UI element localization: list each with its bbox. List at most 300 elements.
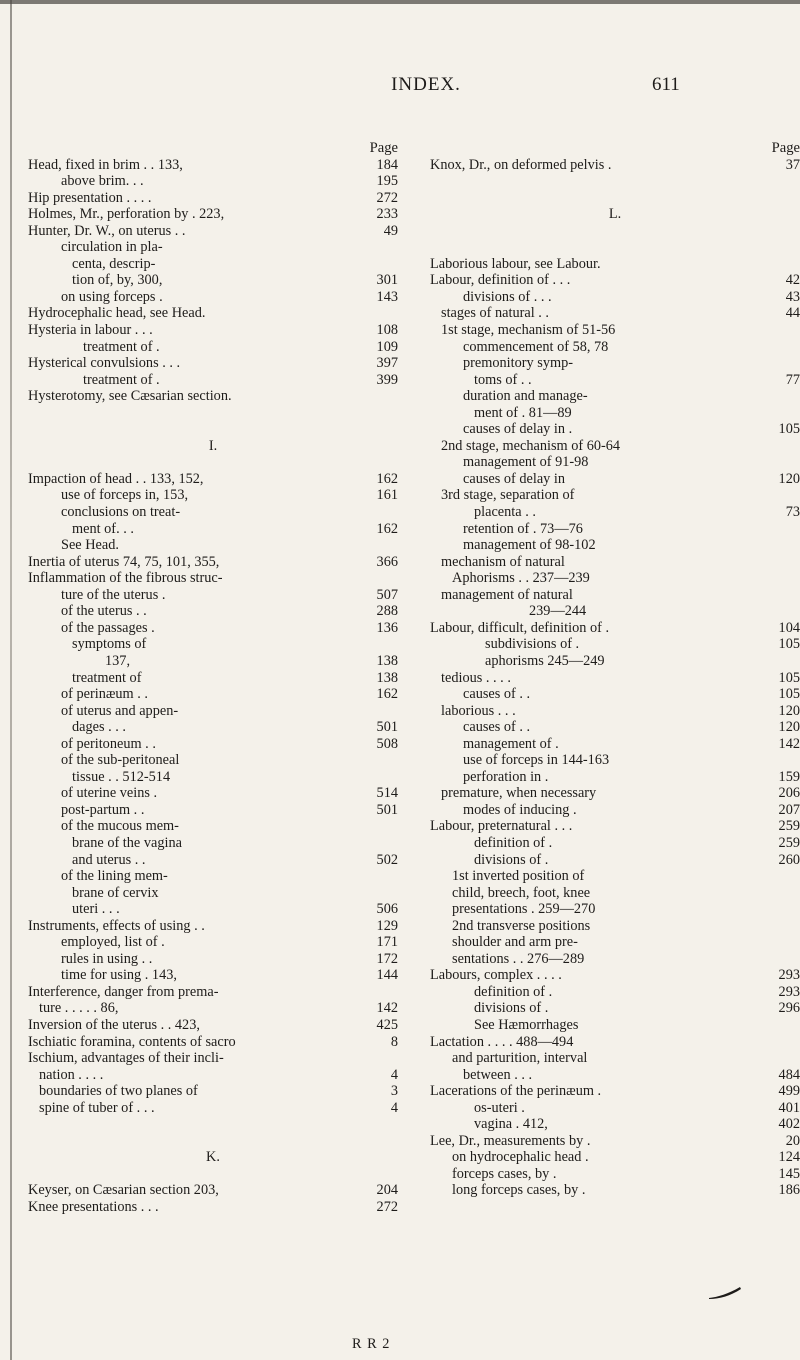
index-entry-text: Hip presentation . . . . <box>28 189 152 206</box>
index-entry-page: 162 <box>376 470 398 487</box>
index-entry <box>430 454 800 471</box>
index-entry-text: tissue . . 512-514 <box>72 768 171 785</box>
index-entry <box>28 554 398 571</box>
index-entry-page: 260 <box>778 851 800 868</box>
index-entry <box>28 603 398 620</box>
index-entry <box>430 885 800 902</box>
index-entry <box>28 901 398 918</box>
index-entry-text: premonitory symp- <box>463 355 573 372</box>
index-entry-text: definition of . <box>474 983 553 1000</box>
index-entry-page: 499 <box>778 1083 800 1100</box>
index-entry <box>28 322 398 339</box>
index-entry <box>430 1182 800 1199</box>
index-entry-text: Inertia of uterus 74, 75, 101, 355, <box>28 553 220 570</box>
index-entry-text: management of 91-98 <box>463 454 589 471</box>
index-entry-page: 105 <box>778 669 800 686</box>
index-entry-page: 507 <box>376 586 398 603</box>
index-entry <box>28 157 398 174</box>
index-entry <box>430 868 800 885</box>
index-entry-page: 397 <box>376 355 398 372</box>
index-entry-text: I. <box>208 437 218 454</box>
index-entry-page: 484 <box>778 1066 800 1083</box>
index-entry <box>28 1133 398 1150</box>
index-entry-page: Page <box>771 140 800 156</box>
index-entry-text: use of forceps in 144-163 <box>463 752 610 769</box>
index-entry-page: 159 <box>778 768 800 785</box>
index-entry-page: 44 <box>785 305 800 322</box>
index-entry <box>430 769 800 786</box>
index-entry-page: 108 <box>376 322 398 339</box>
index-entry-page: 171 <box>376 934 398 951</box>
index-entry-text: Labour, preternatural . . . <box>430 818 573 835</box>
index-entry <box>430 1100 800 1117</box>
index-entry-page: 136 <box>376 619 398 636</box>
index-entry <box>430 289 800 306</box>
index-entry <box>430 785 800 802</box>
index-entry <box>430 322 800 339</box>
index-entry-text: Inversion of the uterus . . 423, <box>28 1016 200 1033</box>
index-entry <box>430 421 800 438</box>
index-entry-text: treatment of <box>72 669 142 686</box>
index-entry <box>28 521 398 538</box>
index-entry <box>430 852 800 869</box>
index-entry-page: 120 <box>778 702 800 719</box>
index-entry-page: 296 <box>778 1000 800 1017</box>
index-entry-page: 145 <box>778 1165 800 1182</box>
index-entry-text: 3rd stage, separation of <box>441 487 575 504</box>
index-entry-text: management of 98-102 <box>463 537 596 554</box>
index-entry <box>430 934 800 951</box>
index-entry-text: ment of . 81—89 <box>474 404 572 421</box>
index-entry-text: management of natural <box>441 586 573 603</box>
index-entry-text: Keyser, on Cæsarian section 203, <box>28 1182 219 1199</box>
index-entry <box>28 537 398 554</box>
index-entry-text: Lacerations of the perinæum . <box>430 1083 602 1100</box>
index-entry <box>430 1166 800 1183</box>
index-entry-page: 401 <box>778 1099 800 1116</box>
index-entry <box>28 769 398 786</box>
index-entry-page: 73 <box>785 504 800 521</box>
index-entry-text: circulation in pla- <box>61 239 163 256</box>
index-entry <box>430 239 800 256</box>
index-entry <box>430 1034 800 1051</box>
index-entry <box>430 1000 800 1017</box>
index-entry <box>430 521 800 538</box>
index-entry-text: placenta . . <box>474 504 536 521</box>
index-entry <box>430 173 800 190</box>
index-entry-text: long forceps cases, by . <box>452 1182 586 1199</box>
index-entry-page: 8 <box>390 1033 398 1050</box>
index-entry-text: rules in using . . <box>61 950 153 967</box>
index-entry <box>28 289 398 306</box>
index-entry-text: aphorisms 245—249 <box>485 652 605 669</box>
index-entry-text: Labour, definition of . . . <box>430 272 571 289</box>
index-entry <box>430 620 800 637</box>
index-entry-page: 109 <box>376 338 398 355</box>
index-entry-text: shoulder and arm pre- <box>452 934 578 951</box>
index-entry-page: 501 <box>376 801 398 818</box>
index-entry-text: on using forceps . <box>61 288 163 305</box>
index-entry-text: of the lining mem- <box>61 868 168 885</box>
index-entry <box>28 1017 398 1034</box>
index-entry <box>28 570 398 587</box>
index-entry-page: 105 <box>778 686 800 703</box>
index-entry-text: post-partum . . <box>61 801 145 818</box>
index-entry <box>430 901 800 918</box>
index-entry <box>28 1116 398 1133</box>
index-entry <box>430 355 800 372</box>
index-entry-text: subdivisions of . <box>485 636 580 653</box>
index-entry-text: modes of inducing . <box>463 801 577 818</box>
index-entry-text: time for using . 143, <box>61 967 177 984</box>
index-entry <box>430 835 800 852</box>
index-entry <box>430 537 800 554</box>
page-label <box>28 140 398 157</box>
index-entry-page: 501 <box>376 719 398 736</box>
index-entry-text: of uterus and appen- <box>61 702 179 719</box>
index-entry <box>430 967 800 984</box>
index-entry <box>28 1100 398 1117</box>
index-entry <box>28 736 398 753</box>
index-entry-page: 293 <box>778 983 800 1000</box>
index-entry-text: and parturition, interval <box>452 1050 588 1067</box>
index-entry-text: causes of delay in <box>463 470 566 487</box>
index-entry-text: of uterine veins . <box>61 785 158 802</box>
index-entry <box>28 471 398 488</box>
index-entry <box>430 1133 800 1150</box>
index-entry <box>28 1034 398 1051</box>
index-entry <box>28 653 398 670</box>
index-entry-text: K. <box>206 1149 220 1166</box>
index-entry-page: 105 <box>778 636 800 653</box>
index-entry <box>430 438 800 455</box>
index-entry-page: 301 <box>376 272 398 289</box>
index-entry <box>28 487 398 504</box>
index-entry <box>28 272 398 289</box>
index-entry <box>28 1050 398 1067</box>
index-entry-page: 402 <box>778 1116 800 1133</box>
index-entry-text: commencement of 58, 78 <box>463 338 609 355</box>
index-entry <box>28 372 398 389</box>
index-entry-page: 195 <box>376 173 398 190</box>
page-top-border <box>0 0 800 4</box>
index-entry-text: Labours, complex . . . . <box>430 967 562 984</box>
index-entry-text: 137, <box>105 652 131 669</box>
index-entry-page: 4 <box>390 1099 398 1116</box>
index-entry-text: employed, list of . <box>61 934 165 951</box>
index-entry-page: 144 <box>376 967 398 984</box>
index-entry-text: boundaries of two planes of <box>39 1083 198 1100</box>
index-entry-text: symptoms of <box>72 636 147 653</box>
index-entry-text: Knox, Dr., on deformed pelvis . <box>430 156 612 173</box>
index-entry-page: 514 <box>376 785 398 802</box>
index-entry-text: See Hæmorrhages <box>474 1016 579 1033</box>
index-entry-text: 239—244 <box>529 603 587 620</box>
index-column-left <box>28 140 398 1216</box>
index-entry <box>28 223 398 240</box>
index-entry-page: 288 <box>376 603 398 620</box>
index-entry <box>28 686 398 703</box>
index-entry <box>430 1050 800 1067</box>
index-entry-text: Hysteria in labour . . . <box>28 322 153 339</box>
index-entry-text: Labour, difficult, definition of . <box>430 619 610 636</box>
index-entry-page: 49 <box>383 222 398 239</box>
index-entry <box>28 951 398 968</box>
index-entry-page: 142 <box>778 735 800 752</box>
index-entry-text: premature, when necessary <box>441 785 597 802</box>
index-entry-page: 172 <box>376 950 398 967</box>
index-entry-page: 293 <box>778 967 800 984</box>
index-entry-text: Instruments, effects of using . . <box>28 917 205 934</box>
index-entry-page: 272 <box>376 189 398 206</box>
index-entry-text: conclusions on treat- <box>61 504 181 521</box>
ink-flourish-mark <box>708 1286 742 1300</box>
index-entry <box>430 951 800 968</box>
index-entry <box>28 1182 398 1199</box>
index-entry <box>28 670 398 687</box>
index-entry-page: 259 <box>778 834 800 851</box>
index-entry-page: 506 <box>376 901 398 918</box>
index-entry-text: divisions of . . . <box>463 288 552 305</box>
index-entry-text: brane of the vagina <box>72 834 182 851</box>
index-entry <box>430 305 800 322</box>
index-entry-text: causes of . . <box>463 686 531 703</box>
index-entry-text: Lee, Dr., measurements by . <box>430 1132 591 1149</box>
index-entry-text: of the uterus . . <box>61 603 147 620</box>
index-column-right <box>430 140 800 1199</box>
index-entry <box>430 1067 800 1084</box>
index-entry-page: 124 <box>778 1149 800 1166</box>
index-entry <box>28 752 398 769</box>
index-entry <box>28 173 398 190</box>
index-entry-page: 37 <box>785 156 800 173</box>
index-entry <box>28 835 398 852</box>
index-entry-text: child, breech, foot, knee <box>452 884 591 901</box>
index-entry-text: treatment of . <box>83 338 160 355</box>
index-entry-text: os-uteri . <box>474 1099 525 1116</box>
index-entry-page: 43 <box>785 288 800 305</box>
index-entry-text: tion of, by, 300, <box>72 272 163 289</box>
index-entry <box>430 719 800 736</box>
index-entry-text: 2nd transverse positions <box>452 917 591 934</box>
index-entry-text: spine of tuber of . . . <box>39 1099 155 1116</box>
index-entry-text: management of . <box>463 735 559 752</box>
index-entry-text: laborious . . . <box>441 702 516 719</box>
page-gutter-edge <box>10 0 12 1360</box>
index-section-letter <box>430 206 800 223</box>
index-entry-page: 425 <box>376 1016 398 1033</box>
index-entry <box>430 603 800 620</box>
index-entry-page: 42 <box>785 272 800 289</box>
index-section-letter <box>28 1149 398 1166</box>
index-entry-text: ture of the uterus . <box>61 586 166 603</box>
index-entry-text: Aphorisms . . 237—239 <box>452 570 590 587</box>
index-entry-page: 129 <box>376 917 398 934</box>
index-entry <box>430 1116 800 1133</box>
index-entry-page: 207 <box>778 801 800 818</box>
index-entry <box>430 554 800 571</box>
index-entry <box>430 256 800 273</box>
index-entry-text: forceps cases, by . <box>452 1165 557 1182</box>
index-entry <box>28 1166 398 1183</box>
index-entry-page: 204 <box>376 1182 398 1199</box>
index-entry-text: Hunter, Dr. W., on uterus . . <box>28 222 186 239</box>
index-entry-text: L. <box>608 206 622 223</box>
index-entry <box>28 852 398 869</box>
index-entry-page: 104 <box>778 619 800 636</box>
index-entry <box>430 1017 800 1034</box>
index-entry-text: on hydrocephalic head . <box>452 1149 589 1166</box>
index-entry-page: 502 <box>376 851 398 868</box>
index-entry-text: causes of delay in . <box>463 421 573 438</box>
index-entry <box>430 190 800 207</box>
index-entry <box>28 421 398 438</box>
index-entry-text: presentations . 259—270 <box>452 901 596 918</box>
index-entry <box>430 703 800 720</box>
index-entry <box>28 885 398 902</box>
index-entry <box>28 818 398 835</box>
index-entry <box>430 339 800 356</box>
index-entry <box>28 984 398 1001</box>
index-entry-page: 143 <box>376 288 398 305</box>
index-entry-text: use of forceps in, 153, <box>61 487 189 504</box>
index-entry-page: Page <box>369 140 398 156</box>
index-entry-text: Interference, danger from prema- <box>28 983 219 1000</box>
index-entry <box>430 653 800 670</box>
index-entry-page: 162 <box>376 686 398 703</box>
index-entry-text: Impaction of head . . 133, 152, <box>28 470 204 487</box>
index-entry-text: 1st inverted position of <box>452 868 585 885</box>
index-entry-page: 162 <box>376 520 398 537</box>
index-entry <box>28 868 398 885</box>
index-entry-page: 161 <box>376 487 398 504</box>
index-entry-text: above brim. . . <box>61 173 144 190</box>
index-entry-text: 2nd stage, mechanism of 60-64 <box>441 437 621 454</box>
index-entry <box>430 918 800 935</box>
index-entry <box>28 802 398 819</box>
index-entry <box>430 504 800 521</box>
index-entry-page: 142 <box>376 1000 398 1017</box>
index-entry-text: Holmes, Mr., perforation by . 223, <box>28 206 225 223</box>
page-number: 611 <box>652 74 680 95</box>
index-entry <box>430 487 800 504</box>
printer-signature: R R 2 <box>352 1336 391 1352</box>
index-entry-text: ture . . . . . 86, <box>39 1000 119 1017</box>
page-label <box>430 140 800 157</box>
index-entry-page: 272 <box>376 1199 398 1215</box>
index-entry-text: Knee presentations . . . <box>28 1199 159 1215</box>
index-entry-text: Ischiatic foramina, contents of sacro <box>28 1033 236 1050</box>
index-entry-text: toms of . . <box>474 371 532 388</box>
index-entry <box>28 206 398 223</box>
index-entry-page: 366 <box>376 553 398 570</box>
index-entry-text: nation . . . . <box>39 1066 104 1083</box>
index-entry <box>430 272 800 289</box>
index-entry <box>28 620 398 637</box>
index-entry-page: 20 <box>785 1132 800 1149</box>
index-entry-page: 120 <box>778 470 800 487</box>
index-entry-text: Hysterical convulsions . . . <box>28 355 181 372</box>
index-entry <box>430 223 800 240</box>
index-entry <box>430 670 800 687</box>
index-entry <box>430 388 800 405</box>
index-entry-page: 138 <box>376 652 398 669</box>
index-entry-page: 77 <box>785 371 800 388</box>
index-entry-text: centa, descrip- <box>72 255 156 272</box>
index-entry <box>28 1199 398 1216</box>
index-entry <box>28 190 398 207</box>
index-entry-text: of the mucous mem- <box>61 818 179 835</box>
index-entry-text: of perinæum . . <box>61 686 148 703</box>
index-entry <box>28 355 398 372</box>
index-entry <box>28 785 398 802</box>
index-entry-text: vagina . 412, <box>474 1116 548 1133</box>
index-entry-text: divisions of . <box>474 1000 549 1017</box>
index-entry-page: 186 <box>778 1182 800 1199</box>
index-entry-text: ment of. . . <box>72 520 134 537</box>
index-entry <box>430 752 800 769</box>
index-entry-text: Ischium, advantages of their incli- <box>28 1050 224 1067</box>
index-entry-page: 184 <box>376 156 398 173</box>
index-entry-page: 105 <box>778 421 800 438</box>
index-entry <box>430 818 800 835</box>
index-entry <box>430 157 800 174</box>
index-entry-text: of peritoneum . . <box>61 735 156 752</box>
index-entry-text: stages of natural . . <box>441 305 549 322</box>
index-entry-text: divisions of . <box>474 851 549 868</box>
index-entry-text: Laborious labour, see Labour. <box>430 255 601 272</box>
index-entry <box>28 1000 398 1017</box>
index-entry-text: Hydrocephalic head, see Head. <box>28 305 206 322</box>
index-entry-page: 4 <box>390 1066 398 1083</box>
index-entry-text: 1st stage, mechanism of 51-56 <box>441 322 616 339</box>
index-entry <box>28 388 398 405</box>
index-entry-text: and uterus . . <box>72 851 146 868</box>
index-entry-text: between . . . <box>463 1066 533 1083</box>
index-entry <box>28 703 398 720</box>
index-entry-text: Head, fixed in brim . . 133, <box>28 156 183 173</box>
index-entry <box>430 736 800 753</box>
index-entry <box>430 636 800 653</box>
index-section-letter <box>28 438 398 455</box>
index-entry-page: 508 <box>376 735 398 752</box>
index-entry <box>430 570 800 587</box>
index-entry <box>430 686 800 703</box>
index-entry <box>28 239 398 256</box>
index-entry-text: retention of . 73—76 <box>463 520 583 537</box>
index-entry <box>28 587 398 604</box>
index-entry-text: causes of . . <box>463 719 531 736</box>
index-entry <box>28 454 398 471</box>
index-entry <box>28 719 398 736</box>
index-entry-text: sentations . . 276—289 <box>452 950 585 967</box>
page-title: INDEX. <box>391 74 461 95</box>
index-entry-page: 206 <box>778 785 800 802</box>
index-entry-text: duration and manage- <box>463 388 588 405</box>
index-entry <box>28 1083 398 1100</box>
index-entry-text: tedious . . . . <box>441 669 511 686</box>
index-entry-text: brane of cervix <box>72 884 159 901</box>
index-entry <box>430 1083 800 1100</box>
index-entry <box>430 1149 800 1166</box>
index-entry-text: Inflammation of the fibrous struc- <box>28 570 223 587</box>
index-entry-page: 233 <box>376 206 398 223</box>
index-entry <box>28 504 398 521</box>
index-entry-text: definition of . <box>474 834 553 851</box>
index-entry-text: uteri . . . <box>72 901 120 918</box>
index-entry <box>28 967 398 984</box>
index-entry-text: mechanism of natural <box>441 553 565 570</box>
